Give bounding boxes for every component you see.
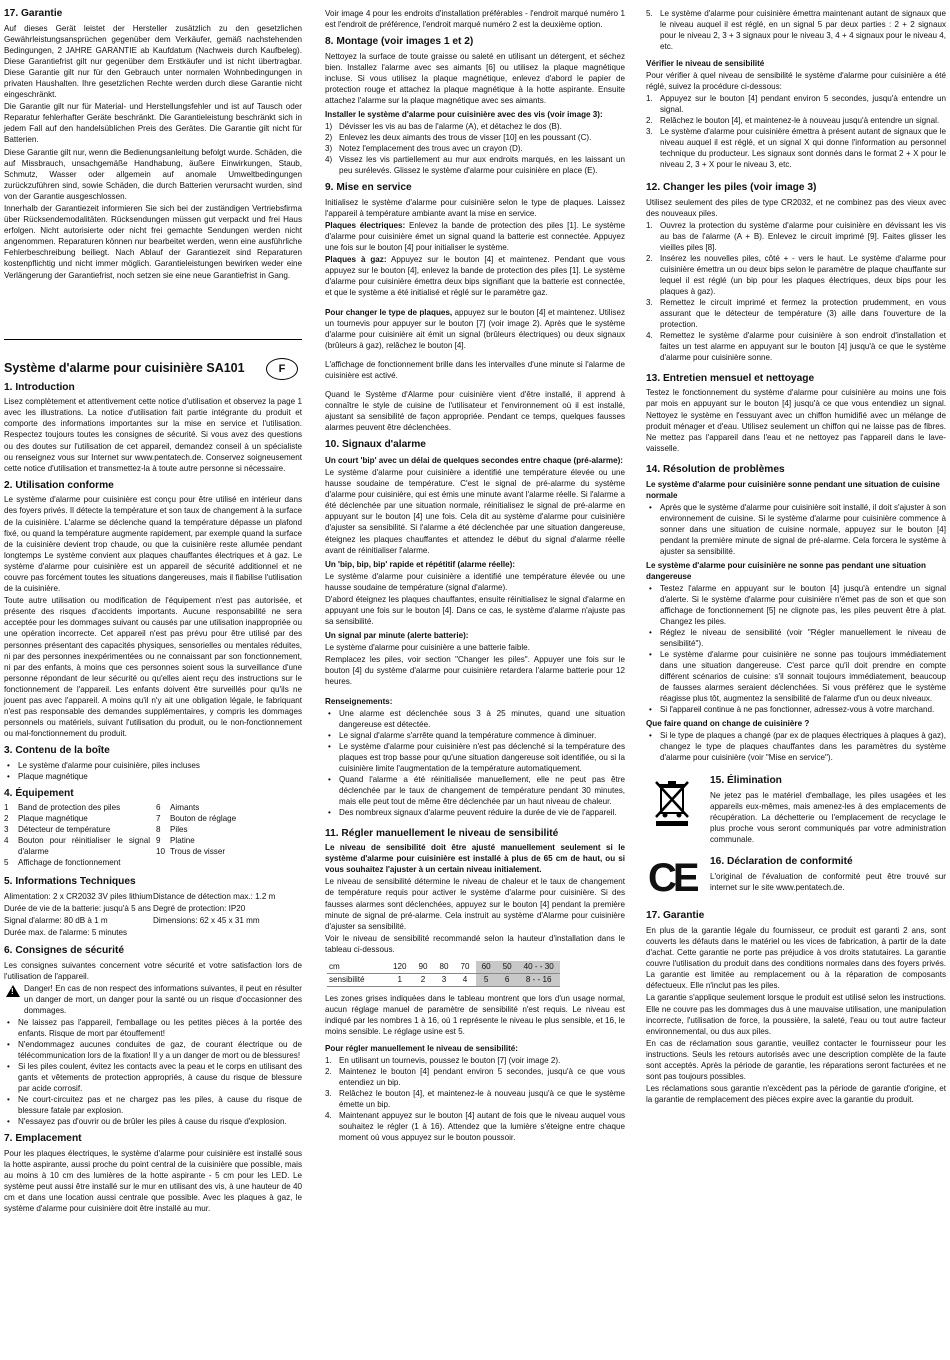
usage-paragraph: Toute autre utilisation ou modification de l'équipement n'est pas autorisée, et présente des risques d'accidents importants. Aucune responsabilité ne sera acceptée pour les dommages suivant ou causés par une utilisation inappropriée ou une opération incorrecte. Cet appareil n'est pas prévu pour être utilisé par des personnes présentant des capacités physiques, sensorielles ou mentales réduites, ni par des personnes inexpérimentées ou ne connaissant par son fonctionnement, ni par des enfants, à moins que ces personnes soient sous la surveillance d'une personne répondant de leur sécurité ou qu'elles aient reçu des instructions sur le fonctionnement de l'appareil. Les enfants doivent être surveillés pour qu'ils ne jouent pas avec l'appareil. A moins qu'il n'y ait une obligation légale, le fabriquant n'est pas responsable des demandes supplémentaires, y compris les dommages personnels ou matériels, suivant l'utilisation du produit, ou le non-fonctionnement ou mal-fonctionnement du produit. (4, 596, 302, 739)
alarm-paragraph: Le système d'alarme pour cuisinière a une batterie faible. (325, 643, 530, 653)
list-item: • Après que le système d'alarme pour cuisinière soit installé, il doit s'ajuster à son environnement de cuisine. Si le système d'alarme pour cuisinière commence à sonner dans une situation de cuisine normale, appuyez sur le bouton [4] pendant la première minute de signal de pré-alarme. Cela forcera le système à ajuster sa sensibilité. (646, 502, 946, 557)
danger-notice (4, 983, 302, 1016)
sensitivity-table (327, 961, 560, 987)
disposal-paragraph: Ne jetez pas le matériel d'emballage, les piles usagées et les appareils eux-mêmes, mais amenez-les à des emplacements de récupération. La déchetterie ou l'emplacement de recyclage le plus proche vous seront communiqués par votre administration communale. (710, 790, 946, 845)
section-heading: 10. Signaux d'alarme (325, 439, 426, 451)
setup-paragraph: Initialisez le système d'alarme pour cuisinière selon le type de plaques. Laissez l'appareil à température ambiante avant la mise en service. (325, 197, 625, 218)
list-item: • N'endommagez aucunes conduites de gaz, de courant électrique ou de télécommunication lors de la fixation! Il y a un danger de mort ou de blessures! (4, 1039, 302, 1061)
section-heading: 17. Garantie (646, 910, 705, 922)
battery-steps (646, 220, 946, 363)
list-item: • Le système d'alarme pour cuisinière, piles incluses (4, 760, 302, 771)
table-cell: 120 (387, 961, 413, 974)
sensitivity-steps (325, 1055, 625, 1143)
section-heading: 6. Consignes de sécurité (4, 945, 125, 957)
de-warranty-paragraph: Auf dieses Gerät leistet der Hersteller zusätzlich zu den gesetzlichen Gewährleistungsansprüchen gegenüber dem Verkäufer, gemäß nachstehenden Bedingungen, 2 JAHRE GARANTIE ab Kaufdatum (Nachweis durch Kaufbeleg). Diese Garantiefrist gilt nur gegenüber dem Erstkäufer und ist nicht übertragbar. Diese Garantie gilt nur für den Gebrauch unter normalen Wohnbedingungen in privaten Haushalten. Ihre gesetzlichen Rechte werden durch diese Garantie nicht eingeschränkt. (4, 23, 302, 100)
table-cell: 2 (413, 973, 434, 986)
list-item: Vissez les vis partiellement au mur aux endroits marqués, en les laissant un peu surélevés. Glissez le système d'alarme pour cuisinière en place (E). (339, 155, 625, 176)
table-cell: 80 (434, 961, 455, 974)
battery-paragraph: Utilisez seulement des piles de type CR2032, et ne combinez pas des vieux avec des nouveaux piles. (646, 197, 946, 218)
screw-steps (325, 121, 625, 176)
tech-specs-left (4, 891, 153, 939)
section-heading: 9. Mise en service (325, 182, 412, 194)
table-cell: sensibilité (327, 973, 387, 986)
list-item: • Une alarme est déclenchée sous 3 à 25 minutes, quand une situation dangereuse est détectée. (325, 708, 625, 730)
list-item: 1 Band de protection des piles (4, 803, 121, 813)
spec-line: Alimentation: 2 x CR2032 3V piles lithium (4, 891, 153, 901)
list-item: • Des nombreux signaux d'alarme peuvent réduire la durée de vie de l'appareil. (325, 807, 625, 818)
alarm-paragraph: Remplacez les piles, voir section "Changer les piles". Appuyer une fois sur le bouton [4] du système d'alarme pour cuisinière retardera l'alarme batterie pour 12 heures. (325, 655, 625, 687)
subheading: Le système d'alarme pour cuisinière sonne pendant une situation de cuisine normale (646, 480, 940, 501)
subheading: Renseignements: (325, 696, 393, 706)
list-item: Insérez les nouvelles piles, côté + - vers le haut. Le système d'alarme pour cuisinière émettra un ou deux bips selon le paramètre de plaque chauffante sur lequel il est réglé (un bip pour les plaques électriques, deux bips pour les plaques à gaz). (660, 253, 946, 296)
safety-intro: Les consignes suivantes concernent votre sécurité et votre satisfaction lors de l'utilisation de l'appareil. (4, 960, 302, 981)
warning-icon (6, 985, 20, 997)
table-cell: 4 (455, 973, 476, 986)
list-item: • N'essayez pas d'ouvrir ou de brûler les piles à cause du risque d'explosion. (4, 1116, 302, 1127)
section-heading: 8. Montage (voir images 1 et 2) (325, 36, 474, 48)
crossed-bin-icon (652, 779, 692, 827)
tech-specs (4, 891, 302, 939)
de-warranty-heading: 17. Garantie (4, 8, 63, 19)
sensitivity-paragraph: Les zones grises indiquées dans le tableau montrent que lors d'un usage normal, aucun réglage manuel de paramètre de sensibilité n'est requis. Le niveau est indiqué par les nombres 1 à 16, où 1 représente le niveau le plus sensible, et 16, le moins sensible. Le réglage usine est 5. (325, 993, 625, 1037)
list-item: 7 Bouton de réglage (156, 814, 237, 824)
table-cell: 8 - - 16 (518, 973, 560, 986)
column-middle (325, 8, 625, 1145)
section-heading: 5. Informations Techniques (4, 876, 136, 888)
setup-paragraph: Quand le Système d'Alarme pour cuisinière vient d'être installé, il apprend à connaître le style de cuisine de l'utilisateur et l'environnement où il est installé, ajustant sa sensibilité de façon appropriée. Pendant ce temps, quelques fausses alarmes peuvent être déclenchées. (325, 390, 625, 433)
conformity-paragraph: L'original de l'évaluation de conformité peut être trouvé sur internet sur le site www.pentatech.de. (710, 871, 946, 892)
list-item: 2 Plaque magnétique (4, 814, 88, 824)
list-item: En utilisant un tournevis, poussez le bouton [7] (voir image 2). (339, 1056, 561, 1066)
de-warranty-paragraph: Innerhalb der Garantiezeit informieren Sie sich bei der zuständigen Vertriebsfirma über Rücksendemodalitäten. Rücksendungen müssen gut verpackt und frei Haus erfolgen. Nicht autorisierte oder nicht frei gemachte Sendungen werden nicht angenommen. Reparaturen können nur bearbeitet werden, wenn eine ausführliche Fehlerbeschreibung beiliegt. Nach Ablauf der Garantiezeit sind Reparaturen kostenpflichtig und nicht immer möglich. Garantieleistungen bewirken weder eine Verlängerung der Garantiefrist, noch setzen sie eine neue Garantiefrist in Gang. (4, 204, 302, 280)
list-item: 6 Aimants (156, 803, 200, 813)
spec-line: Dimensions: 62 x 45 x 31 mm (153, 916, 260, 926)
spec-line: Degré de protection: IP20 (153, 903, 246, 913)
list-item: Ouvrez la protection du système d'alarme pour cuisinière en dévissant les vis au bas de l'alarme (A + B). Enlevez le circuit imprimé [9]. Faites glisser les vieilles piles [8]. (660, 220, 946, 252)
spec-line: Distance de détection max.: 1.2 m (153, 891, 276, 901)
column-right (646, 8, 946, 1106)
location-paragraph-cont: Voir image 4 pour les endroits d'installation préférables - l'endroit marqué numéro 1 est l'endroit de préférence, l'endroit marqué numéro 2 est la deuxième option. (325, 9, 625, 30)
section-heading: 15. Élimination (710, 775, 782, 787)
list-item: • Plaque magnétique (4, 771, 302, 782)
list-item: Notez l'emplacement des trous avec un crayon (D). (339, 144, 523, 154)
setup-paragraph: L'affichage de fonctionnement brille dans les intervalles d'une minute si l'alarme de cuisinière est activé. (325, 359, 625, 380)
list-item: • Le signal d'alarme s'arrête quand la température commence à diminuer. (325, 730, 625, 741)
list-item: Enlevez les deux aimants des trous de visser [10] en les poussant (C). (339, 133, 592, 143)
troubleshoot-list (646, 730, 946, 763)
list-item: 5 Affichage de fonctionnement (4, 858, 121, 868)
info-list (325, 708, 625, 818)
spec-line: Durée de vie de la batterie: jusqu'à 5 ans (4, 903, 151, 913)
list-item: Le système d'alarme pour cuisinière émettra à présent autant de signaux que le niveau auquel il est réglé, et un signal X qui donne l'information au personnel technique du producteur. Les signaux sont donnés dans le format 2 + X pour le niveau 2, 3 + X pour le niveau 3, etc. (660, 127, 946, 170)
list-item: • Quand l'alarme a été réinitialisée manuellement, elle ne peut pas être déclenchée par le taux de changement de température pendant 30 minutes, mais elle peut tout de même être déclenchée par un haut niveau de chaleur. (325, 774, 625, 807)
section-heading: 1. Introduction (4, 381, 75, 393)
list-item: Remettez le système d'alarme pour cuisinière à son endroit d'installation et faites un test alarme en appuyant sur le bouton [4] jusqu'à ce que le système d'alarme pour cuisinière sonne. (660, 330, 946, 362)
list-item: Appuyez sur le bouton [4] pendant environ 5 secondes, jusqu'à entendre un signal. (660, 94, 946, 115)
disposal-text (710, 775, 946, 846)
section-heading: 3. Contenu de la boîte (4, 745, 110, 757)
warranty-paragraph: La garantie s'applique seulement lorsque le produit est utilisé selon les instructions. Elle ne couvre pas les dommages dus à une mauvaise utilisation, une manipulation incorrecte, l'utilisation de force, la poussière, la saleté, l'eau ou tout autre facteur environnemental, ou dus aux piles. (646, 993, 946, 1036)
equipment-list-left (4, 802, 150, 868)
subheading: Un court 'bip' avec un délai de quelques secondes entre chaque (pré-alarme): (325, 455, 623, 465)
ce-mark-icon: CE (648, 856, 696, 901)
list-item: Maintenant appuyez sur le bouton [4] autant de fois que le niveau auquel vous souhaitez le régler (1 à 16). Attendez que la lumière s'éteigne entre chaque moment où vous appuyez sur le bouton poussoir. (339, 1111, 625, 1143)
section-heading: 7. Emplacement (4, 1133, 82, 1145)
subheading: Installer le système d'alarme pour cuisinière avec des vis (voir image 3): (325, 110, 603, 120)
list-item: 9 Platine (156, 836, 195, 846)
table-cell: 70 (455, 961, 476, 974)
section-heading: 13. Entretien mensuel et nettoyage (646, 372, 815, 384)
equipment-list (4, 802, 302, 870)
table-cell: 90 (413, 961, 434, 974)
list-item: Relâchez le bouton [4], et maintenez-le à nouveau jusqu'à entendre un signal. (660, 116, 940, 126)
list-item: • Ne court-circuitez pas et ne chargez pas les piles, à cause du risque de blessure fatale par explosion. (4, 1094, 302, 1116)
title-bar (4, 339, 302, 376)
language-badge: F (266, 358, 298, 380)
table-cell: 1 (387, 973, 413, 986)
box-contents-list (4, 760, 302, 782)
list-item: 4 Bouton pour réinitialiser le signal d'alarme (4, 836, 150, 857)
table-cell: cm (327, 961, 387, 974)
sensitivity-paragraph: Voir le niveau de sensibilité recommandé selon la hauteur d'installation dans le tableau ci-dessous. (325, 933, 625, 954)
intro-paragraph: Lisez complètement et attentivement cette notice d'utilisation et observez la page 1 avec les illustrations. La notice d'utilisation fait partie intégrante du produit et comporte des informations importantes sur la mise en service et l'utilisation. Respectez toujours toutes les consignes de sécurité. Si vous avez des questions ou des doutes sur l'utilisation de cet appareil, demandez conseil à un spécialiste ou renseignez vous sur Internet sur www.pentatech.de. Conservez soigneusement cette notice d'utilisation et transmettez-la à toute autre personne si nécessaire. (4, 397, 302, 473)
list-item: 3 Détecteur de température (4, 825, 111, 835)
verify-paragraph: Pour vérifier à quel niveau de sensibilité le système d'alarme pour cuisinière a été réglé, suivez la procédure ci-dessous: (646, 71, 946, 92)
table-cell: 5 (476, 973, 497, 986)
location-paragraph: Pour les plaques électriques, le système d'alarme pour cuisinière est installé sous la hotte aspirante, aussi proche du point central de la cuisinière que possible, mais au moins à 10 cm des lumières de la hotte aspirante - 5 cm pour les LED. Le système peut aussi être installé sur le mur en utilisant des vis, à une hauteur de 40 cm et dans une location aussi centrale que possible. Avec les plaques à gaz, le système d'alarme pour cuisinière doit être installé au mur. (4, 1148, 302, 1214)
disposal-section (646, 775, 946, 846)
subheading: Un 'bip, bip, bip' rapide et répétitif (alarme réelle): (325, 559, 516, 569)
list-item: • Réglez le niveau de sensibilité (voir "Régler manuellement le niveau de sensibilité"). (646, 627, 946, 649)
de-warranty-paragraph: Diese Garantie gilt nur, wenn die Bedienungsanleitung befolgt wurde. Schäden, die auf Missbrauch, unsachgemäße Handhabung, äußere Einwirkungen, Staub, Schmutz, Wasser oder allgemein auf anomale Umweltbedingungen zurückzuführen sind, sowie Schäden, die durch Batterien verursacht wurden, sind von der Garantie ausgeschlossen. (4, 147, 302, 201)
list-item: Relâchez le bouton [4], et maintenez-le à nouveau jusqu'à ce que le système émette un bip. (339, 1089, 625, 1110)
table-cell: 60 (476, 961, 497, 974)
alarm-paragraph: Le système d'alarme pour cuisinière a identifié une température élevée ou une hausse soudaine de température. C'est le signal de pré-alarme du système d'alarme pour cuisinière, qui est émis une minute avant l'alarme réelle. Si l'alarme a été déclenchée par une situation normale, réinitialisez le signal de pré-alarme en appuyant sur le bouton [4] une fois. Cela dit au système d'alarme pour cuisinière d'ajuster sa sensibilité. Si l'alarme a été déclenchée par une situation dangereuse, éteignez les plaques chauffantes et attendez le début du signal d'alarme réelle avant de réinitialiser l'alarme. (325, 467, 625, 555)
usage-paragraph: Le système d'alarme pour cuisinière est conçu pour être utilisé en intérieur dans des foyers privés. Il détecte la température et son taux de changement à la surface de la cuisinière. L'alarme se déclenche quand la température dépasse un plafond fixé, ou quand la température augmente rapidement, par exemple quand la surface de la cuisinière devient trop chaude, ou que la cuisinière reste allumée pendant longtemps Le système convient aux plaques chauffantes électriques et à gaz. Le système d'alarme pour cuisinière est un appareil de sécurité additionnel et ne couvre pas forcément toutes les situations dangereuses, mais il fiabilise l'utilisation de la cuisinière. (4, 495, 302, 594)
section-heading: 11. Régler manuellement le niveau de sensibilité (325, 827, 559, 839)
sensitivity-steps-cont (646, 8, 946, 52)
setup-paragraph: Plaques électriques: Enlevez la bande de protection des piles [1]. Le système d'alarme pour cuisinière émet un signal quand la batterie est connectée. Appuyez une fois sur le bouton [4] pour initialiser le système. (325, 220, 625, 253)
danger-text: Danger! En cas de non respect des informations suivantes, il peut en résulter un danger de mort, un danger pour la santé ou un risque d'occasionner des dommages. (24, 983, 302, 1016)
column-left (4, 8, 302, 1215)
table-row (327, 961, 560, 974)
list-item: Le système d'alarme pour cuisinière émettra maintenant autant de signaux que le niveau auquel il est réglé, en un signal 5 par deux parties : 2 + 2 signaux pour le niveau 2, 3 + 3 signaux pour le niveau 3, 4 + 4 signaux pour le niveau 4, etc. (660, 9, 946, 51)
subheading: Que faire quand on change de cuisinière ? (646, 719, 810, 729)
table-cell: 40 - - 30 (518, 961, 560, 974)
de-warranty-paragraph: Die Garantie gilt nur für Material- und Herstellungsfehler und ist auf Tausch oder Reparatur fehlerhafter Geräte beschränkt. Die Garantieleistung beschränkt sich in jedem Fall auf den handelsüblichen Preis des Gerätes. Die Garantie gilt nicht für Batterien. (4, 102, 302, 145)
section-heading: 4. Équipement (4, 787, 74, 799)
table-cell: 6 (497, 973, 518, 986)
troubleshoot-list (646, 502, 946, 557)
disposal-icon-box (646, 775, 700, 832)
list-item: • Le système d'alarme pour cuisinière n'est pas déclenché si la température des plaques est trop basse pour qu'une situation dangereuse soit identifiée, ou si la cuisinière limite l'augmentation de la température automatiquement. (325, 741, 625, 774)
list-item: Remettez le circuit imprimé et fermez la protection prudemment, en vous assurant que le détecteur de température (3) aille dans l'ouverture de la protection. (660, 297, 946, 329)
list-item: • Le système d'alarme pour cuisinière ne sonne pas toujours immédiatement dans une situation dangereuse. C'est parce qu'il doit prendre en compte différent scénarios de cuisine: s'il sonnait toujours immédiatement, beaucoup de fausses alarmes seraient déclenchées. Si vous préférez que le système réagisse plus tôt, augmentez la sensibilité de l'alarme d'un ou deux niveaux. (646, 649, 946, 704)
setup-paragraph: Pour changer le type de plaques, appuyez sur le bouton [4] et maintenez. Utilisez un tournevis pour appuyer sur le bouton [7] (voir image 2). Après que le système d'alarme pour cuisinière ait émit un signal (brûleurs électriques) ou deux signaux (brûleurs à gaz), relâchez le bouton [4]. (325, 307, 626, 350)
sensitivity-paragraph: Le niveau de sensibilité détermine le niveau de chaleur et le taux de changement de température requis pour activer le système d'alarme pour cuisinière. Si des fausses alarmes sont déclenchées, appuyez sur le bouton [4] pendant la première minute de signal de pré-alarme. Cela instruit au système d'Alarme pour cuisinière d'ajuster sa sensibilité. (325, 877, 625, 931)
safety-list (4, 1017, 302, 1127)
table-cell: 3 (434, 973, 455, 986)
section-heading: 16. Déclaration de conformité (710, 856, 853, 868)
list-item: • Si le type de plaques a changé (par ex de plaques électriques à plaques à gaz), changez le type de plaques chauffantes dans les paramètres du système d'alarme pour cuisinière (voir "Mise en service"). (646, 730, 946, 763)
list-item: • Testez l'alarme en appuyant sur le bouton [4] jusqu'à entendre un signal d'alerte. Si le système d'alarme pour cuisinière n'émet pas de son et que son affichage de fonctionnement [5] ne clignote pas, les piles peuvent être à plat. Changez les piles. (646, 583, 946, 627)
conformity-icon-box (646, 856, 700, 900)
list-item: Maintenez le bouton [4] pendant environ 5 secondes, jusqu'à ce que vous entendiez un bip. (339, 1067, 625, 1088)
conformity-text (710, 856, 946, 894)
warranty-paragraph: En plus de la garantie légale du fournisseur, ce produit est garanti 2 ans, sont couverts les défauts dans le matériel ou les vices de fabrication, à partir de la date d'achat. Cette garantie ne porte pas préjudice à vos droits statutaires. La garantie couvre l'utilisation du produit dans des conditions normales dans des foyers privés. La garantie est limitée au remplacement ou à la réparation de composants défectueux. Elle n'inclut pas les piles. (646, 925, 946, 991)
list-item: • Si l'appareil continue à ne pas fonctionner, adressez-vous à votre marchand. (646, 704, 946, 715)
warranty-paragraph: Les réclamations sous garantie n'excèdent pas la période de garantie d'origine, et la garantie de remplacement des pièces expire avec la garantie du produit. (646, 1084, 946, 1105)
spec-line: Durée max. de l'alarme: 5 minutes (4, 928, 128, 938)
document-title: Système d'alarme pour cuisinière SA101 (4, 360, 245, 375)
troubleshoot-list (646, 583, 946, 715)
list-item: 8 Piles (156, 825, 188, 835)
setup-paragraph: Plaques à gaz: Appuyez sur le bouton [4] et maintenez. Pendant que vous appuyez sur le bouton [4], enlevez la bande de protection des piles [1]. Le système d'alarme pour cuisinière émettra deux bips signifiant que la batterie est connectée, et que le système a été initialisé et réglé sur le paramètre gaz. (325, 255, 625, 298)
mounting-paragraph: Nettoyez la surface de toute graisse ou saleté en utilisant un détergent, et séchez bien. Installez l'alarme avec ses aimants [6] ou utilisez la plaque magnétique incluse. Si vous utilisez la plaque magnétique, enlevez d'abord le papier de protection rouge et attachez la plaque magnétique à la hotte aspirante. Ensuite attachez l'alarme sur la plaque magnétique avec ses aimants. (325, 51, 625, 106)
conformity-section (646, 856, 946, 900)
alarm-paragraph: Le système d'alarme pour cuisinière a identifié une température élevée ou une hausse soudaine de température (signal d'alarme). (325, 571, 625, 592)
section-heading: 2. Utilisation conforme (4, 479, 114, 491)
warranty-paragraph: En cas de réclamation sous garantie, veuillez contacter le fournisseur pour les instructions. Seuls les retours autorisés avec une description complète de la faute sont acceptés. Après la période de garantie, les réparations seront facturées et ne sont pas toujours possibles. (646, 1038, 946, 1082)
verify-steps (646, 93, 946, 170)
list-item: Dévisser les vis au bas de l'alarme (A), et détachez le dos (B). (339, 122, 562, 132)
table-cell: 50 (497, 961, 518, 974)
list-item: 10 Trous de visser (156, 847, 226, 857)
subheading: Vérifier le niveau de sensibilité (646, 59, 765, 68)
subheading: Un signal par minute (alerte batterie): (325, 631, 469, 641)
sensitivity-intro: Le niveau de sensibilité doit être ajusté manuellement seulement si le système d'alarme pour cuisinière est installé à plus de 65 cm de haut, ou si vous souhaitez l'ajuster à un certain niveau initialement. (325, 843, 625, 875)
alarm-paragraph: D'abord éteignez les plaques chauffantes, ensuite réinitialisez le signal d'alarme en appuyant une fois sur le bouton [4]. Dans ce cas, le système d'alarme n'ajuste pas sa sensibilité. (325, 594, 625, 627)
spec-line: Signal d'alarme: 80 dB à 1 m (4, 916, 108, 926)
section-heading: 14. Résolution de problèmes (646, 463, 785, 475)
section-heading: 12. Changer les piles (voir image 3) (646, 182, 817, 194)
equipment-list-right (156, 802, 302, 868)
list-item: • Ne laissez pas l'appareil, l'emballage ou les petites pièces à la portée des enfants. Risque de mort par étouffement! (4, 1017, 302, 1039)
subheading: Le système d'alarme pour cuisinière ne sonne pas pendant une situation dangereuse (646, 561, 926, 582)
table-row (327, 973, 560, 986)
list-item: • Si les piles coulent, évitez les contacts avec la peau et le corps en utilisant des gants et vêtements de protection appropriés, à cause du risque de blessure par acide corrosif. (4, 1061, 302, 1094)
maintenance-paragraph: Testez le fonctionnement du système d'alarme pour cuisinière au moins une fois par mois en appuyant sur le bouton [4] jusqu'à ce que vous entendiez un signal. Nettoyez le système en l'essuyant avec un chiffon humidifié avec un mélange de produit ménager et d'eau. Utilisez seulement un chiffon qui ne laisse pas de fibres. Ne mettez pas l'appareil dans l'eau et ne nettoyez pas l'appareil dans le lave-vaisselle. (646, 388, 946, 453)
subheading: Pour régler manuellement le niveau de sensibilité: (325, 1044, 518, 1054)
tech-specs-right (153, 891, 302, 939)
